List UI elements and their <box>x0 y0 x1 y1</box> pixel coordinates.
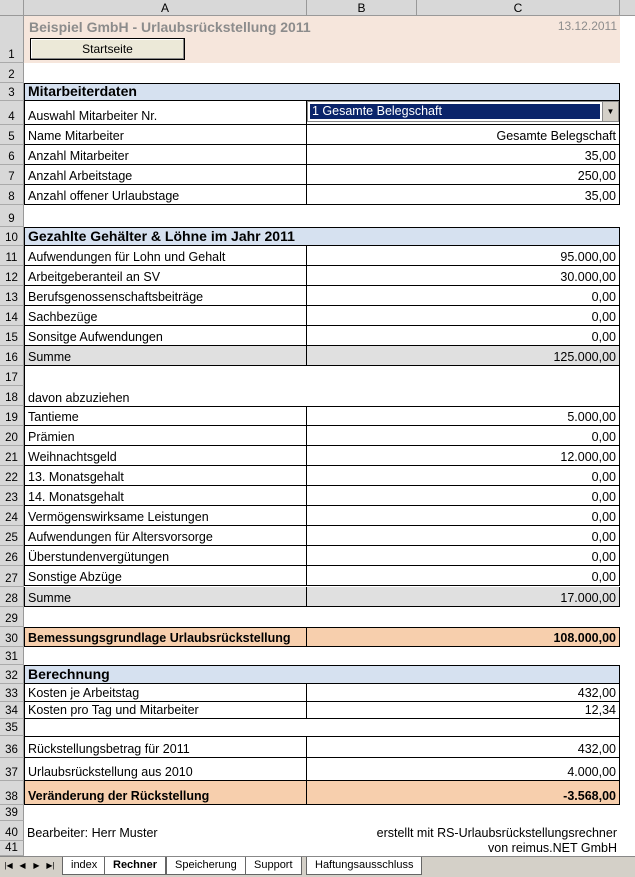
row-summe-abzug <box>24 587 620 607</box>
row-summe-gehaelter <box>24 346 620 366</box>
row-header-23[interactable]: 23 <box>0 486 24 506</box>
row-header-40[interactable]: 40 <box>0 821 24 841</box>
vorjahr-value: 4.000,00 <box>307 758 620 781</box>
row-header-10[interactable]: 10 <box>0 227 24 246</box>
row-header-31[interactable]: 31 <box>0 647 24 665</box>
bearbeiter-text: Bearbeiter: Herr Muster <box>27 826 158 840</box>
urlaub-value[interactable]: 35,00 <box>307 185 620 205</box>
row-rueckstellung <box>24 736 620 758</box>
gehalt-value[interactable]: 0,00 <box>307 306 620 326</box>
row-header-12[interactable]: 12 <box>0 266 24 286</box>
gehalt-row <box>24 326 620 346</box>
abzug-row <box>24 466 620 486</box>
erstellt-text-1: erstellt mit RS-Urlaubsrückstellungsrechner <box>376 826 617 840</box>
row-header-39[interactable]: 39 <box>0 805 24 821</box>
gehalt-row <box>24 266 620 286</box>
column-header-blank <box>620 0 635 16</box>
row-header-7[interactable]: 7 <box>0 165 24 185</box>
column-header-a[interactable]: A <box>24 0 307 16</box>
kosten-ma-label: Kosten pro Tag und Mitarbeiter <box>24 702 307 719</box>
abzug-row <box>24 426 620 446</box>
row-footer-1 <box>24 821 620 841</box>
section-title: Mitarbeiterdaten <box>28 84 137 99</box>
summe-label: Summe <box>24 587 307 607</box>
abzug-row <box>24 506 620 526</box>
row-header-32[interactable]: 32 <box>0 665 24 684</box>
gehalt-value[interactable]: 95.000,00 <box>307 246 620 266</box>
select-all-corner[interactable] <box>0 0 24 16</box>
row-header-15[interactable]: 15 <box>0 326 24 346</box>
kosten-tag-value: 432,00 <box>307 684 620 702</box>
row-header-20[interactable]: 20 <box>0 426 24 446</box>
tab-index[interactable]: index <box>62 857 106 875</box>
row-header-29[interactable]: 29 <box>0 607 24 627</box>
gehalt-value[interactable]: 30.000,00 <box>307 266 620 286</box>
urlaub-label: Anzahl offener Urlaubstage <box>24 185 307 205</box>
tab-support[interactable]: Support <box>245 857 302 875</box>
row-header-26[interactable]: 26 <box>0 546 24 566</box>
row-header-25[interactable]: 25 <box>0 526 24 546</box>
column-header-c[interactable]: C <box>417 0 620 16</box>
row-urlaubstage <box>24 185 620 205</box>
name-value[interactable]: Gesamte Belegschaft <box>307 125 620 145</box>
row-header-1[interactable]: 1 <box>0 16 24 63</box>
veraenderung-value: -3.568,00 <box>307 781 620 805</box>
rueck-label: Rückstellungsbetrag für 2011 <box>24 737 307 758</box>
row-header-37[interactable]: 37 <box>0 758 24 781</box>
vorjahr-label: Urlaubsrückstellung aus 2010 <box>24 758 307 781</box>
gehalt-label: Berufsgenossenschaftsbeiträge <box>24 286 307 306</box>
next-sheet-icon[interactable]: ▶ <box>33 861 40 870</box>
kosten-ma-value: 12,34 <box>307 702 620 719</box>
auswahl-cell <box>307 101 620 125</box>
abzug-label: Prämien <box>24 426 307 446</box>
spacer-row <box>24 719 620 736</box>
prev-sheet-icon[interactable]: ◀ <box>19 861 26 870</box>
chevron-down-icon[interactable]: ▼ <box>602 102 618 121</box>
bemessung-label: Bemessungsgrundlage Urlaubsrückstellung <box>24 628 307 647</box>
gehalt-label: Aufwendungen für Lohn und Gehalt <box>24 246 307 266</box>
gehalt-label: Sachbezüge <box>24 306 307 326</box>
gehalt-label: Arbeitgeberanteil an SV <box>24 266 307 286</box>
row-header-21[interactable]: 21 <box>0 446 24 466</box>
abzug-value[interactable]: 0,00 <box>307 526 620 546</box>
rueck-value: 432,00 <box>307 737 620 758</box>
row-name <box>24 125 620 145</box>
section-title: Gezahlte Gehälter & Löhne im Jahr 2011 <box>28 228 295 244</box>
abzug-row <box>24 566 620 586</box>
anzahl-value[interactable]: 35,00 <box>307 145 620 165</box>
row-header-30[interactable]: 30 <box>0 627 24 647</box>
gehalt-value[interactable]: 0,00 <box>307 286 620 306</box>
abzug-value[interactable]: 0,00 <box>307 486 620 506</box>
abzug-label: Vermögenswirksame Leistungen <box>24 506 307 526</box>
tab-haftungsausschluss[interactable]: Haftungsausschluss <box>306 857 422 875</box>
name-label: Name Mitarbeiter <box>24 125 307 145</box>
veraenderung-label: Veränderung der Rückstellung <box>24 781 307 805</box>
last-sheet-icon[interactable]: ▶| <box>46 861 55 870</box>
abzug-row <box>24 526 620 546</box>
abzug-row <box>24 406 620 426</box>
section-gehaelter <box>24 227 620 246</box>
row-header-3[interactable]: 3 <box>0 83 24 101</box>
mitarbeiter-dropdown[interactable] <box>307 101 619 122</box>
row-header-8[interactable]: 8 <box>0 185 24 205</box>
abzug-value[interactable]: 0,00 <box>307 426 620 446</box>
kosten-tag-label: Kosten je Arbeitstag <box>24 684 307 702</box>
arbeitstage-value[interactable]: 250,00 <box>307 165 620 185</box>
abzug-label: Sonstige Abzüge <box>24 566 307 586</box>
row-header-27[interactable]: 27 <box>0 566 24 587</box>
abzug-label: Aufwendungen für Altersvorsorge <box>24 526 307 546</box>
section-mitarbeiterdaten <box>24 83 620 101</box>
abzug-label: Weihnachtsgeld <box>24 446 307 466</box>
column-header-b[interactable]: B <box>307 0 417 16</box>
row-header-41[interactable]: 41 <box>0 841 24 856</box>
row-header-36[interactable]: 36 <box>0 736 24 758</box>
row-header-14[interactable]: 14 <box>0 306 24 326</box>
gehalt-row <box>24 286 620 306</box>
row-header-24[interactable]: 24 <box>0 506 24 526</box>
anzahl-label: Anzahl Mitarbeiter <box>24 145 307 165</box>
abzug-label: 14. Monatsgehalt <box>24 486 307 506</box>
sheet-date: 13.12.2011 <box>557 19 617 33</box>
row-anzahl <box>24 145 620 165</box>
bemessung-value: 108.000,00 <box>307 628 620 647</box>
erstellt-text-2: von reimus.NET GmbH <box>488 841 617 855</box>
first-sheet-icon[interactable]: |◀ <box>4 861 13 870</box>
row-header-22[interactable]: 22 <box>0 466 24 486</box>
abzug-label: Überstundenvergütungen <box>24 546 307 566</box>
row-header-11[interactable]: 11 <box>0 246 24 266</box>
row-header-6[interactable]: 6 <box>0 145 24 165</box>
summe-value: 125.000,00 <box>307 346 620 366</box>
row-header-4[interactable]: 4 <box>0 101 24 125</box>
title-area <box>24 16 620 63</box>
abzug-value[interactable]: 0,00 <box>307 506 620 526</box>
row-header-16[interactable]: 16 <box>0 346 24 366</box>
abzug-header-box <box>24 366 620 406</box>
row-header-19[interactable]: 19 <box>0 406 24 426</box>
row-auswahl <box>24 101 620 125</box>
abzug-heading: davon abzuziehen <box>28 391 130 405</box>
gehalt-row <box>24 306 620 326</box>
abzug-label: Tantieme <box>24 406 307 426</box>
row-header-35[interactable]: 35 <box>0 719 24 736</box>
row-vorjahr <box>24 758 620 781</box>
row-header-17[interactable]: 17 <box>0 366 24 386</box>
abzug-value[interactable]: 5.000,00 <box>307 406 620 426</box>
row-header-33[interactable]: 33 <box>0 684 24 702</box>
sheet-title: Beispiel GmbH - Urlaubsrückstellung 2011 <box>29 19 311 35</box>
abzug-row <box>24 486 620 506</box>
row-veraenderung <box>24 781 620 805</box>
abzug-row <box>24 446 620 466</box>
summe-value: 17.000,00 <box>307 587 620 607</box>
abzug-value[interactable]: 12.000,00 <box>307 446 620 466</box>
section-title: Berechnung <box>28 666 110 682</box>
gehalt-row <box>24 246 620 266</box>
tab-rechner[interactable]: Rechner <box>104 857 166 875</box>
row-arbeitstage <box>24 165 620 185</box>
auswahl-label: Auswahl Mitarbeiter Nr. <box>24 101 307 125</box>
row-kosten-tag <box>24 684 620 702</box>
abzug-row <box>24 546 620 566</box>
tab-speicherung[interactable]: Speicherung <box>166 857 246 875</box>
gehalt-label: Sonsitge Aufwendungen <box>24 326 307 346</box>
row-header-9[interactable]: 9 <box>0 205 24 227</box>
abzug-value[interactable]: 0,00 <box>307 546 620 566</box>
row-header-5[interactable]: 5 <box>0 125 24 145</box>
gehalt-value[interactable]: 0,00 <box>307 326 620 346</box>
row-footer-2 <box>24 841 620 856</box>
row-header-13[interactable]: 13 <box>0 286 24 306</box>
startseite-button[interactable]: Startseite <box>30 38 185 60</box>
row-header-38[interactable]: 38 <box>0 781 24 805</box>
row-header-18[interactable]: 18 <box>0 386 24 406</box>
abzug-value[interactable]: 0,00 <box>307 466 620 486</box>
row-bemessung <box>24 627 620 647</box>
sheet-tab-bar <box>0 856 635 877</box>
row-header-28[interactable]: 28 <box>0 587 24 607</box>
row-header-34[interactable]: 34 <box>0 702 24 719</box>
summe-label: Summe <box>24 346 307 366</box>
section-berechnung <box>24 665 620 684</box>
dropdown-value[interactable]: 1 Gesamte Belegschaft <box>310 104 600 119</box>
abzug-value[interactable]: 0,00 <box>307 566 620 586</box>
abzug-label: 13. Monatsgehalt <box>24 466 307 486</box>
row-header-2[interactable]: 2 <box>0 63 24 83</box>
arbeitstage-label: Anzahl Arbeitstage <box>24 165 307 185</box>
row-kosten-ma <box>24 702 620 719</box>
